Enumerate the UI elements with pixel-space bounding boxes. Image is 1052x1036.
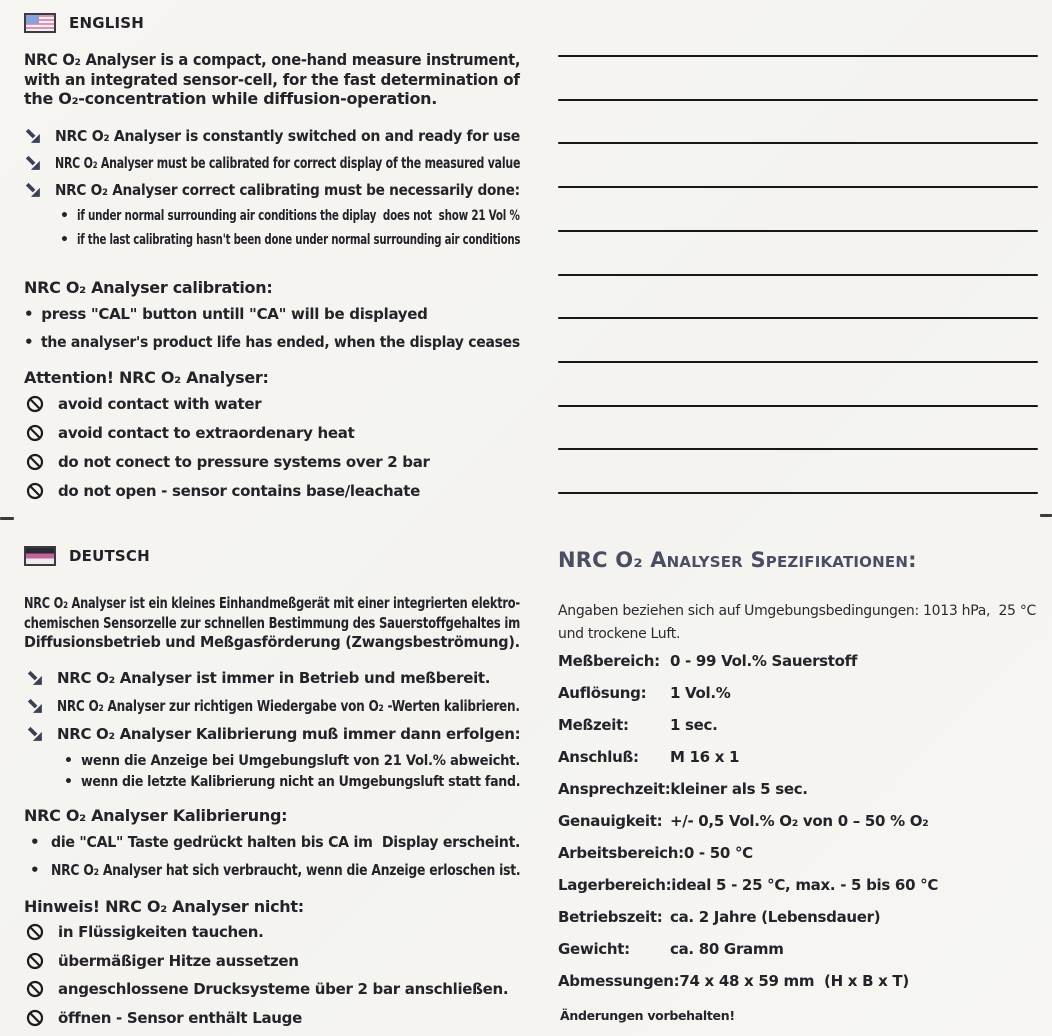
english-intro-paragraph [24,50,520,109]
list-item [26,979,520,999]
list-item-text: do not open - sensor contains base/leachate [58,482,420,500]
list-item-text: NRC O₂ Analyser correct calibrating must be necessarily done: [55,181,520,199]
list-item [24,180,520,200]
ruled-line [558,99,1038,101]
no-entry-icon [26,923,44,941]
list-item [26,860,520,880]
bullet-icon: • [60,232,69,248]
spec-value: ca. 2 Jahre (Lebensdauer) [670,908,881,926]
arrow-se-icon [24,127,42,145]
spec-value: 74 x 48 x 59 mm (H x B x T) [679,972,909,990]
list-item-text: avoid contact to extraordenary heat [58,424,355,442]
list-item [24,332,520,352]
english-lang-label: ENGLISH [69,14,145,32]
arrow-se-icon [26,725,44,743]
list-item [26,832,520,852]
list-item [26,724,520,744]
note-line: Angaben beziehen sich auf Umgebungsbedingungen: 1013 hPa, 25 °C [558,603,1036,619]
spec-label: Betriebszeit: [558,908,663,926]
german-feature-list [26,668,520,794]
spec-row [558,810,1040,832]
list-item [26,922,520,942]
list-item-text: NRC O₂ Analyser zur richtigen Wiedergabe von O₂ -Werten kalibrieren. [57,697,520,715]
list-item-text: öffnen - Sensor enthält Lauge [58,1009,302,1028]
ruled-line [558,186,1038,188]
intro-line: Diffusionsbetrieb und Meßgasförderung (Zwangsbeströmung). [24,633,520,651]
spec-row [558,714,1040,736]
specs-title: NRC O₂ Analyser Spezifikationen: [558,548,917,572]
spec-row [558,650,1040,672]
spec-label: Meßbereich: [558,652,660,670]
spec-label: Gewicht: [558,940,630,958]
no-entry-icon [26,395,44,413]
spec-label: Auflösung: [558,684,647,702]
list-item-text: NRC O₂ Analyser is constantly switched on and ready for use [55,127,521,145]
ruled-line [558,405,1038,407]
german-lang-label: DEUTSCH [69,547,150,565]
spec-row [558,874,1040,896]
bullet-icon: • [60,208,69,224]
spec-value: 0 - 99 Vol.% Sauerstoff [670,652,858,670]
list-item [24,126,520,146]
list-item-text: NRC O₂ Analyser must be calibrated for correct display of the measured value [55,154,521,172]
bullet-icon: • [24,305,34,323]
spec-label: Abmessungen: [558,972,680,990]
spec-value: ideal 5 - 25 °C, max. - 5 bis 60 °C [671,876,939,894]
spec-value: kleiner als 5 sec. [670,780,808,798]
arrow-se-icon [24,154,42,172]
list-item-text: NRC O₂ Analyser ist immer in Betrieb und meßbereit. [57,669,491,687]
list-item-text: in Flüssigkeiten tauchen. [58,923,264,941]
spec-row [558,906,1040,928]
list-item [26,452,520,472]
spec-label: Meßzeit: [558,716,629,734]
spec-row [558,970,1040,992]
spec-label: Arbeitsbereich: [558,844,684,862]
no-entry-icon [26,453,44,471]
list-item [64,752,520,770]
intro-line: with an integrated sensor-cell, for the fast determination of [24,69,520,89]
list-item [26,481,520,501]
spec-label: Genauigkeit: [558,812,663,830]
spec-row [558,682,1040,704]
bullet-icon: • [24,333,34,351]
spec-value: M 16 x 1 [670,748,740,766]
list-item [26,668,520,688]
spec-value: 1 sec. [670,716,718,734]
ruled-line [558,448,1038,450]
list-item-text: do not conect to pressure systems over 2 bar [58,453,430,471]
list-item-text: press "CAL" button untill "CA" will be displayed [41,305,428,323]
spec-label: Ansprechzeit: [558,780,671,798]
list-item [64,773,520,791]
german-hinweis-heading: Hinweis! NRC O₂ Analyser nicht: [24,897,304,916]
spec-label: Lagerbereich: [558,876,672,894]
intro-line: the O₂-concentration while diffusion-operation. [24,89,438,108]
specs-footer-note: Änderungen vorbehalten! [560,1008,735,1023]
fold-mark-right [1040,514,1052,517]
german-kalibrierung-heading: NRC O₂ Analyser Kalibrierung: [24,806,288,825]
german-intro-paragraph [24,594,520,653]
list-item-text: wenn die Anzeige bei Umgebungsluft von 21 Vol.% abweicht. [80,753,520,769]
english-calibration-list [24,304,520,360]
specs-conditions-note [558,600,1040,646]
ruled-line [558,361,1038,363]
english-feature-list [24,126,520,255]
arrow-se-icon [26,697,44,715]
intro-line: NRC O₂ Analyser is a compact, one-hand measure instrument, [24,50,521,69]
no-entry-icon [26,1009,44,1027]
intro-line: NRC O₂ Analyser ist ein kleines Einhandmeßgerät mit einer integrierten elektro- [24,594,520,612]
spec-label: Anschluß: [558,748,639,766]
ruled-line [558,230,1038,232]
no-entry-icon [26,980,44,998]
list-item-text: the analyser's product life has ended, when the display ceases [41,333,521,351]
german-kalibrierung-list [26,832,520,888]
english-calibration-heading: NRC O₂ Analyser calibration: [24,278,273,297]
english-section-header [24,12,144,34]
spec-value: ca. 80 Gramm [670,940,784,958]
list-item-text: avoid contact with water [58,395,262,413]
english-attention-heading: Attention! NRC O₂ Analyser: [24,368,269,387]
specs-table [558,650,1040,1002]
bullet-icon: • [30,861,40,879]
us-flag-icon [24,13,56,33]
list-item-text: NRC O₂ Analyser Kalibrierung muß immer dann erfolgen: [57,725,521,743]
ruled-line [558,55,1038,57]
ruled-line [558,274,1038,276]
list-item-text: angeschlossene Drucksysteme über 2 bar anschließen. [58,980,509,999]
note-line: und trockene Luft. [558,626,681,642]
bullet-icon: • [30,833,40,851]
list-item-text: übermäßiger Hitze aussetzen [58,951,299,970]
list-item-text: NRC O₂ Analyser hat sich verbraucht, wenn die Anzeige erloschen ist. [51,861,521,879]
intro-line: chemischen Sensorzelle zur schnellen Bestimmung des Sauerstoffgehaltes im [24,613,521,632]
german-hinweis-list [26,922,520,1036]
list-item [26,423,520,443]
bullet-icon: • [64,753,73,769]
list-item [60,231,520,249]
spec-value: 1 Vol.% [670,684,731,702]
ruled-line [558,317,1038,319]
fold-mark-left [0,517,14,520]
spec-value: +/- 0,5 Vol.% O₂ von 0 – 50 % O₂ [670,812,929,830]
list-item [26,951,520,971]
list-item [26,1008,520,1028]
no-entry-icon [26,482,44,500]
bullet-icon: • [64,774,73,790]
german-flag-icon [24,546,56,566]
ruled-line [558,492,1038,494]
arrow-se-icon [24,181,42,199]
spec-row [558,842,1040,864]
english-attention-list [26,394,520,510]
spec-value: 0 - 50 °C [683,844,753,862]
spec-row [558,938,1040,960]
list-item-text: if the last calibrating hasn't been done under normal surrounding air conditions [76,232,520,248]
list-item-text: wenn die letzte Kalibrierung nicht an Umgebungsluft statt fand. [80,774,520,790]
list-item-text: if under normal surrounding air conditions the diplay does not show 21 Vol % [76,208,520,224]
list-item [26,394,520,414]
german-section-header [24,545,150,567]
list-item [24,304,520,324]
no-entry-icon [26,952,44,970]
spec-row [558,778,1040,800]
list-item-text: die "CAL" Taste gedrückt halten bis CA im Display erscheint. [51,833,521,851]
list-item [26,696,520,716]
ruled-line [558,142,1038,144]
no-entry-icon [26,424,44,442]
arrow-se-icon [26,669,44,687]
list-item [60,207,520,225]
list-item [24,153,520,173]
spec-row [558,746,1040,768]
